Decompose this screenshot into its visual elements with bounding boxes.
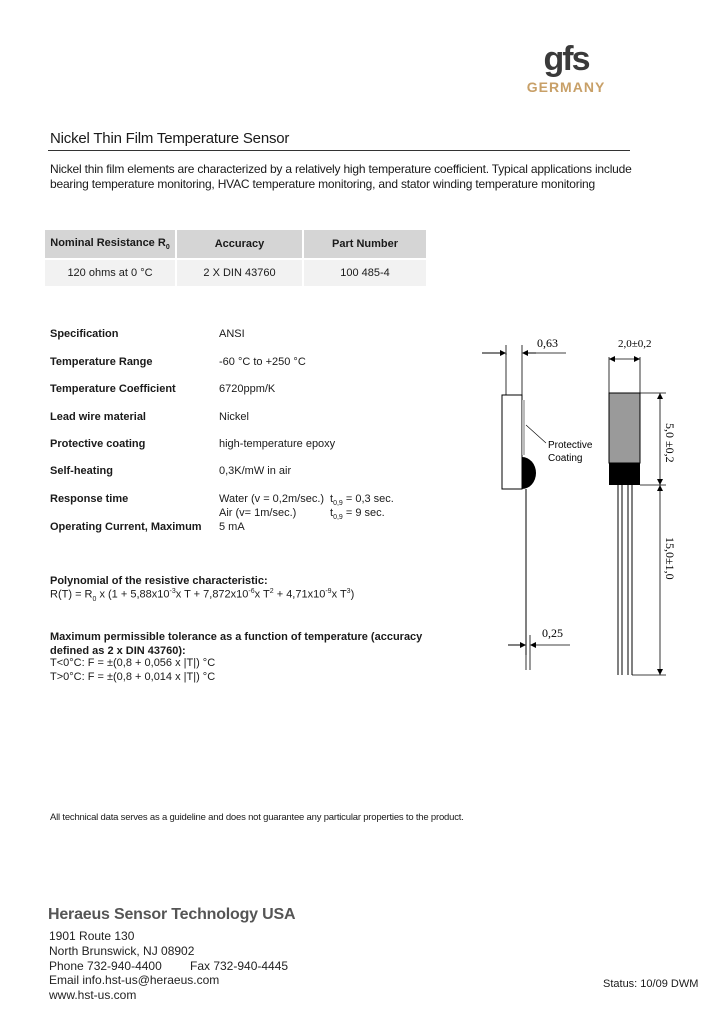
tolerance-heading-line-1: Maximum permissible tolerance as a function of temperature (accuracy bbox=[50, 631, 423, 643]
spec-value: Nickel bbox=[219, 411, 249, 423]
status-note: Status: 10/09 DWM bbox=[603, 978, 699, 990]
company-website[interactable]: www.hst-us.com bbox=[49, 988, 137, 1002]
product-table-header bbox=[45, 230, 426, 259]
spec-label: Protective coating bbox=[50, 438, 146, 450]
spec-value: ANSI bbox=[219, 328, 245, 340]
company-phone: Phone 732-940-4400 bbox=[49, 959, 162, 973]
tolerance-above-zero: T>0°C: F = ±(0,8 + 0,014 x |T|) °C bbox=[50, 671, 216, 683]
header-nominal-resistance: Nominal Resistance $R_0$ bbox=[45, 230, 176, 259]
company-email[interactable]: Email info.hst-us@heraeus.com bbox=[49, 973, 220, 987]
tolerance-below-zero: T<0°C: F = ±(0,8 + 0,056 x |T|) °C bbox=[50, 657, 216, 669]
spec-label: Self-heating bbox=[50, 465, 113, 477]
spec-label: Temperature Range bbox=[50, 356, 153, 368]
dim-width: 2,0±0,2 bbox=[618, 338, 652, 350]
dim-body-length: 5,0 ±0,2 bbox=[663, 423, 677, 463]
spec-row-specification bbox=[0, 328, 480, 342]
company-city: North Brunswick, NJ 08902 bbox=[49, 944, 195, 958]
spec-value: 5 mA bbox=[219, 521, 245, 533]
response-air: Air (v= 1m/sec.) bbox=[219, 507, 297, 519]
intro-line-2: bearing temperature monitoring, HVAC temperature monitoring, and stator winding temperature monitoring bbox=[50, 177, 595, 191]
tolerance-heading bbox=[50, 630, 430, 658]
spec-row-operating-current bbox=[0, 521, 480, 535]
spec-label: Operating Current, Maximum bbox=[50, 521, 202, 533]
product-table bbox=[45, 230, 426, 286]
cell-nominal-resistance: 120 ohms at 0 °C bbox=[45, 259, 176, 286]
spec-row-temperature-coefficient bbox=[0, 383, 480, 397]
company-fax: Fax 732-940-4445 bbox=[190, 959, 289, 973]
disclaimer: All technical data serves as a guideline and does not guarantee any particular properties to the product. bbox=[50, 812, 464, 823]
tolerance-heading-line-2: defined as 2 x DIN 43760): bbox=[50, 645, 186, 657]
sensor-dimension-drawing bbox=[470, 325, 710, 695]
company-street: 1901 Route 130 bbox=[49, 929, 135, 943]
logo-mark: gfs bbox=[543, 44, 589, 78]
spec-value: high-temperature epoxy bbox=[219, 438, 336, 450]
coating-label-2: Coating bbox=[548, 453, 583, 464]
response-water-time: $t_{0,9} = 0,3$ sec. bbox=[330, 493, 394, 508]
header-part-number: Part Number bbox=[303, 230, 426, 259]
logo-germany: GERMANY bbox=[526, 79, 606, 95]
intro-line-1: Nickel thin film elements are characterized by a relatively high temperature coefficient. Typical applications include bbox=[50, 162, 632, 176]
cell-part-number: 100 485-4 bbox=[303, 259, 426, 286]
spec-row-lead-wire bbox=[0, 411, 480, 425]
dim-lead-thickness: 0,63 bbox=[537, 336, 558, 350]
spec-value: 0,3K/mW in air bbox=[219, 465, 292, 477]
page-title: Nickel Thin Film Temperature Sensor bbox=[50, 130, 290, 147]
dim-lead-length: 15,0±1,0 bbox=[663, 537, 677, 580]
table-row bbox=[45, 259, 426, 286]
intro-text bbox=[50, 162, 660, 192]
spec-row-response-air bbox=[0, 507, 480, 521]
response-water: Water (v = 0,2m/sec.) bbox=[219, 493, 325, 505]
spec-label: Response time bbox=[50, 493, 129, 505]
spec-row-protective-coating bbox=[0, 438, 480, 452]
header-accuracy: Accuracy bbox=[176, 230, 303, 259]
spec-value: 6720ppm/K bbox=[219, 383, 276, 395]
cell-accuracy: 2 X DIN 43760 bbox=[176, 259, 303, 286]
spec-row-self-heating bbox=[0, 465, 480, 479]
spec-row-temperature-range bbox=[0, 356, 480, 370]
polynomial-heading: Polynomial of the resistive characteristic: bbox=[50, 575, 268, 587]
spec-row-response-time bbox=[0, 493, 480, 507]
company-name: Heraeus Sensor Technology USA bbox=[48, 906, 296, 923]
coating-label-1: Protective bbox=[548, 440, 593, 451]
spec-label: Lead wire material bbox=[50, 411, 146, 423]
spec-value: -60 °C to +250 °C bbox=[219, 356, 306, 368]
polynomial-formula: $R(T) = R_0$ x ($1 + 5,88x10^{-3}x$ $T + 7,872x10^{-6}x$ $T^2 + 4,71x10^{-9}x$ $T^3$) bbox=[50, 588, 355, 603]
title-divider bbox=[48, 150, 630, 151]
spec-label: Temperature Coefficient bbox=[50, 383, 176, 395]
spec-label: Specification bbox=[50, 328, 119, 340]
response-air-time: $t_{0,9} = 9$ sec. bbox=[330, 507, 385, 522]
side-view bbox=[482, 336, 593, 670]
gfs-germany-logo bbox=[514, 44, 618, 96]
front-view bbox=[609, 338, 677, 675]
dim-wire-diameter: 0,25 bbox=[542, 626, 563, 640]
